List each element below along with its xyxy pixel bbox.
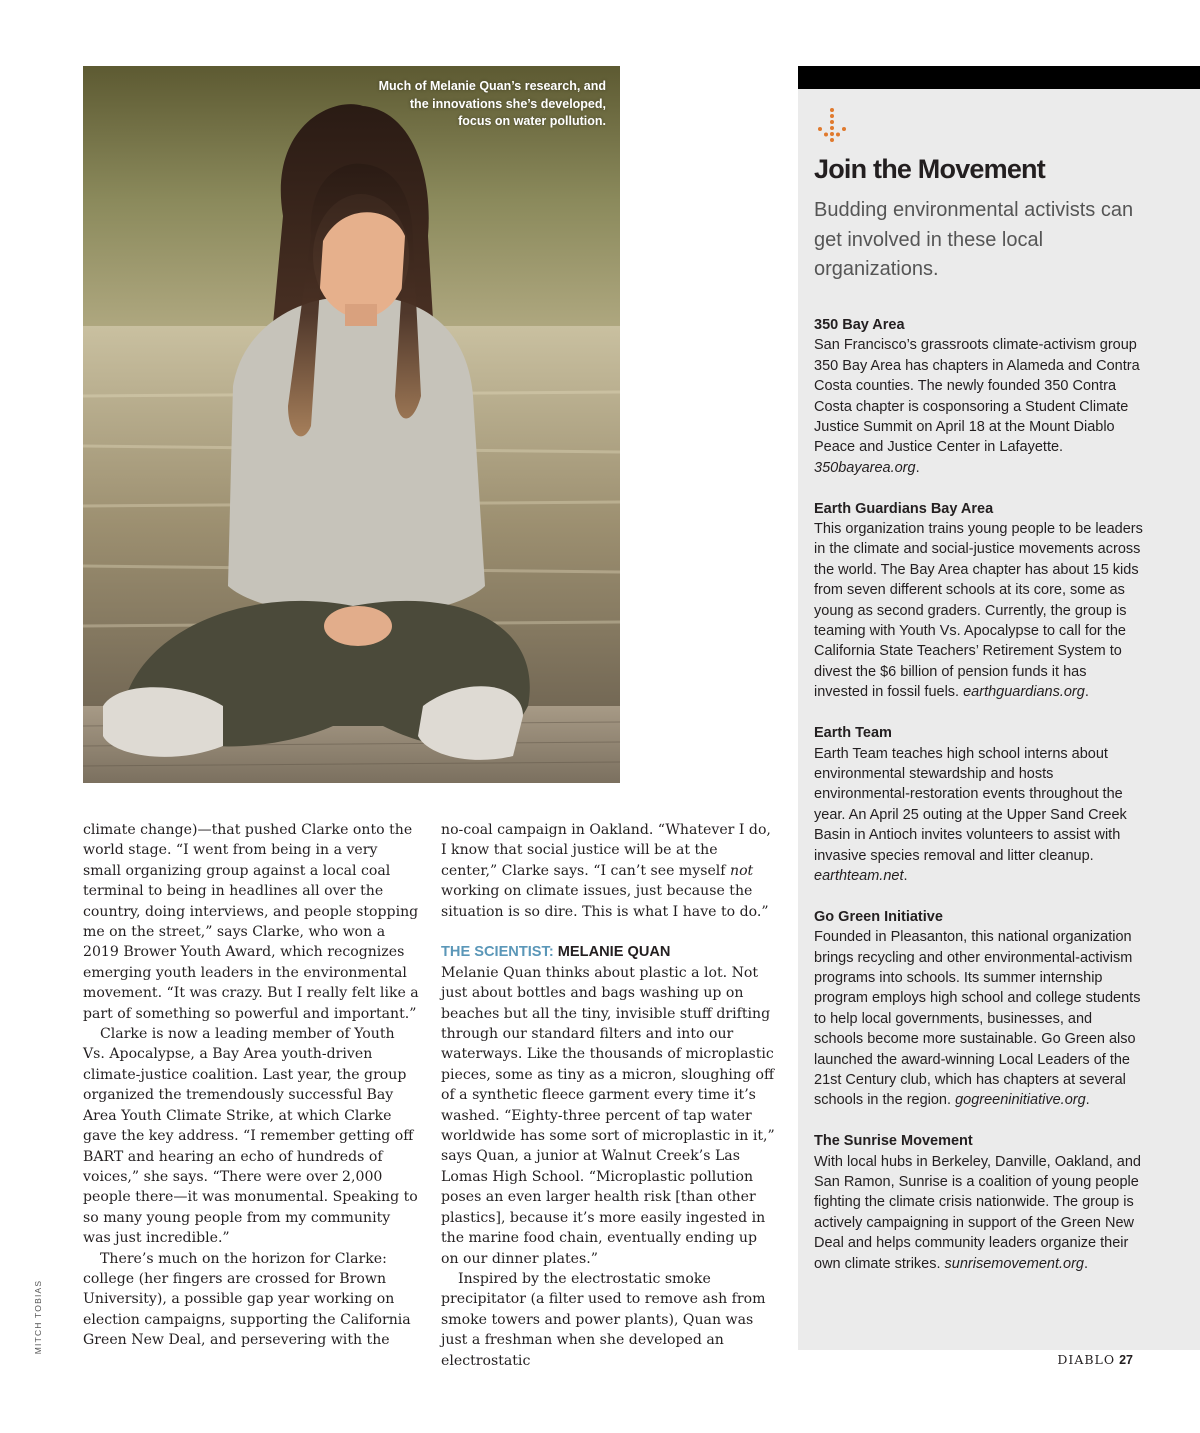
- dotted-arrow-down-icon: [816, 106, 848, 146]
- organization-text: With local hubs in Berkeley, Danville, Oakland, and San Ramon, Sunrise is a coalition of young people fighting the climate crisis nationwide. The group is actively campaigning in support of the Green New Deal and helps community leaders organize their own climate strikes.: [814, 1153, 1141, 1272]
- organization-description: [814, 1152, 1144, 1274]
- subhead-name: MELANIE QUAN: [557, 944, 671, 961]
- organization-url[interactable]: 350bayarea.org: [814, 459, 916, 476]
- organization-url[interactable]: earthteam.net: [814, 867, 904, 884]
- page-number: 27: [1119, 1353, 1133, 1367]
- organization-entry: [814, 315, 1144, 478]
- organization-name: Earth Team: [814, 725, 892, 742]
- organization-url-end: .: [915, 459, 920, 476]
- article-column-2: [441, 820, 777, 1371]
- organization-entry: [814, 499, 1144, 703]
- photo-credit-text: MITCH TOBIAS: [33, 1279, 43, 1355]
- organization-url[interactable]: gogreeninitiative.org: [955, 1092, 1086, 1109]
- organization-url-end: .: [903, 867, 908, 884]
- article-column-1: [83, 820, 419, 1351]
- page-folio: [1057, 1352, 1133, 1367]
- section-subhead: [441, 942, 777, 962]
- article-paragraph: climate change)—that pushed Clarke onto the world stage. “I went from being in a very small organizing group against a local coal terminal to being in headlines all over the country, doing interviews, and people stopping me on the street,” says Clarke, who won a 2019 Brower Youth Award, which recognizes emerging youth leaders in the environmental movement. “It was crazy. But I really felt like a part of something so powerful and important.”: [83, 822, 419, 1022]
- organization-url[interactable]: sunrisemovement.org: [944, 1255, 1084, 1272]
- organization-text: Earth Team teaches high school interns about environmental stewardship and hosts environmental-restoration events throughout the year. An April 25 outing at the Upper Sand Creek Basin in Antioch invites volunteers to assist with invasive species removal and litter cleanup.: [814, 745, 1127, 864]
- article-paragraph: Clarke is now a leading member of Youth Vs. Apocalypse, a Bay Area youth-driven climate-justice coalition. Last year, the group organized the tremendously successful Bay Area Youth Climate Strike, at which Clarke gave the key address. “I remember getting off BART and hearing an echo of hundreds of voices,” she says. “There were over 2,000 people there—it was monumental. Speaking to so many young people from my community was just incredible.”: [83, 1026, 418, 1247]
- article-emphasis: not: [730, 862, 754, 879]
- organization-description: [814, 519, 1144, 703]
- organization-name: Go Green Initiative: [814, 908, 943, 925]
- photo-caption: Much of Melanie Quan’s research, and the innovations she’s developed, focus on water pollution.: [378, 79, 606, 128]
- organization-entry: [814, 1131, 1144, 1274]
- organization-entry: [814, 907, 1144, 1111]
- article-text: working on climate issues, just because the situation is so dire. This is what I have to do.”: [441, 883, 769, 920]
- organization-url-end: .: [1083, 1255, 1088, 1272]
- article-paragraph: [441, 820, 777, 922]
- article-paragraph: Melanie Quan thinks about plastic a lot. Not just about bottles and bags washing up on beaches but all the tiny, invisible stuff drifting through our standard filters and into our waterways. Like the thousands of microplastic pieces, some as tiny as a micron, sloughing off of a synthetic fleece garment every time it’s washed. “Eighty-three percent of tap water worldwide has some sort of microplastic in it,” says Quan, a junior at Walnut Creek’s Las Lomas High School. “Microplastic pollution poses an even larger health risk [than other plastics], because it’s more easily ingested in the marine food chain, eventually ending up on our dinner plates.”: [441, 964, 775, 1267]
- portrait-illustration: [83, 66, 620, 783]
- organization-description: [814, 335, 1144, 478]
- organization-url-end: .: [1084, 684, 1089, 701]
- organization-name: Earth Guardians Bay Area: [814, 500, 994, 517]
- organization-entry: [814, 723, 1144, 886]
- organization-name: 350 Bay Area: [814, 317, 905, 333]
- organization-text: Founded in Pleasanton, this national organization brings recycling and other environmental-activism programs into schools. Its summer internship program employs high school and college students to help local governments, businesses, and schools become more sustainable. Go Green also launched the award-winning Local Leaders of the 21st Century club, which has chapters at several schools in the region.: [814, 929, 1141, 1109]
- article-paragraph: There’s much on the horizon for Clarke: college (her fingers are crossed for Brown University), a possible gap year working on election campaigns, supporting the California Green New Deal, and persevering with the: [83, 1250, 411, 1349]
- organization-list: [814, 315, 1144, 1294]
- article-text: no-coal campaign in Oakland. “Whatever I do, I know that social justice will be at the center,” Clarke says. “I can’t see myself: [441, 822, 771, 879]
- magazine-name: DIABLO: [1057, 1352, 1116, 1367]
- sidebar-title: Join the Movement: [814, 154, 1045, 184]
- photo-credit: [32, 1279, 44, 1355]
- subhead-label: THE SCIENTIST:: [441, 944, 554, 961]
- sidebar-subtitle: Budding environmental activists can get involved in these local organizations.: [814, 199, 1134, 281]
- organization-text: San Francisco’s grassroots climate-activism group 350 Bay Area has chapters in Alameda and Contra Costa counties. The newly founded 350 Contra Costa chapter is cosponsoring a Student Climate Justice Summit on April 18 at the Mount Diablo Peace and Justice Center in Lafayette.: [814, 337, 1140, 456]
- organization-url[interactable]: earthguardians.org: [963, 684, 1085, 701]
- article-paragraph: Inspired by the electrostatic smoke precipitator (a filter used to remove ash from smoke towers and power plants), Quan was just a freshman when she developed an electrostatic: [441, 1270, 766, 1369]
- organization-description: [814, 744, 1144, 887]
- sidebar-top-bar: [798, 66, 1200, 89]
- organization-name: The Sunrise Movement: [814, 1133, 973, 1150]
- organization-url-end: .: [1085, 1092, 1090, 1109]
- portrait-photo: [83, 66, 620, 783]
- organization-description: [814, 927, 1144, 1111]
- join-movement-sidebar: [798, 66, 1200, 1350]
- organization-text: This organization trains young people to be leaders in the climate and social-justice movements across the world. The Bay Area chapter has about 15 kids from seven different schools at its core, some as young as second graders. Currently, the group is teaming with Youth Vs. Apocalypse to call for the California State Teachers’ Retirement System to divest the $6 billion of pension funds it has invested in fossil fuels.: [814, 521, 1143, 701]
